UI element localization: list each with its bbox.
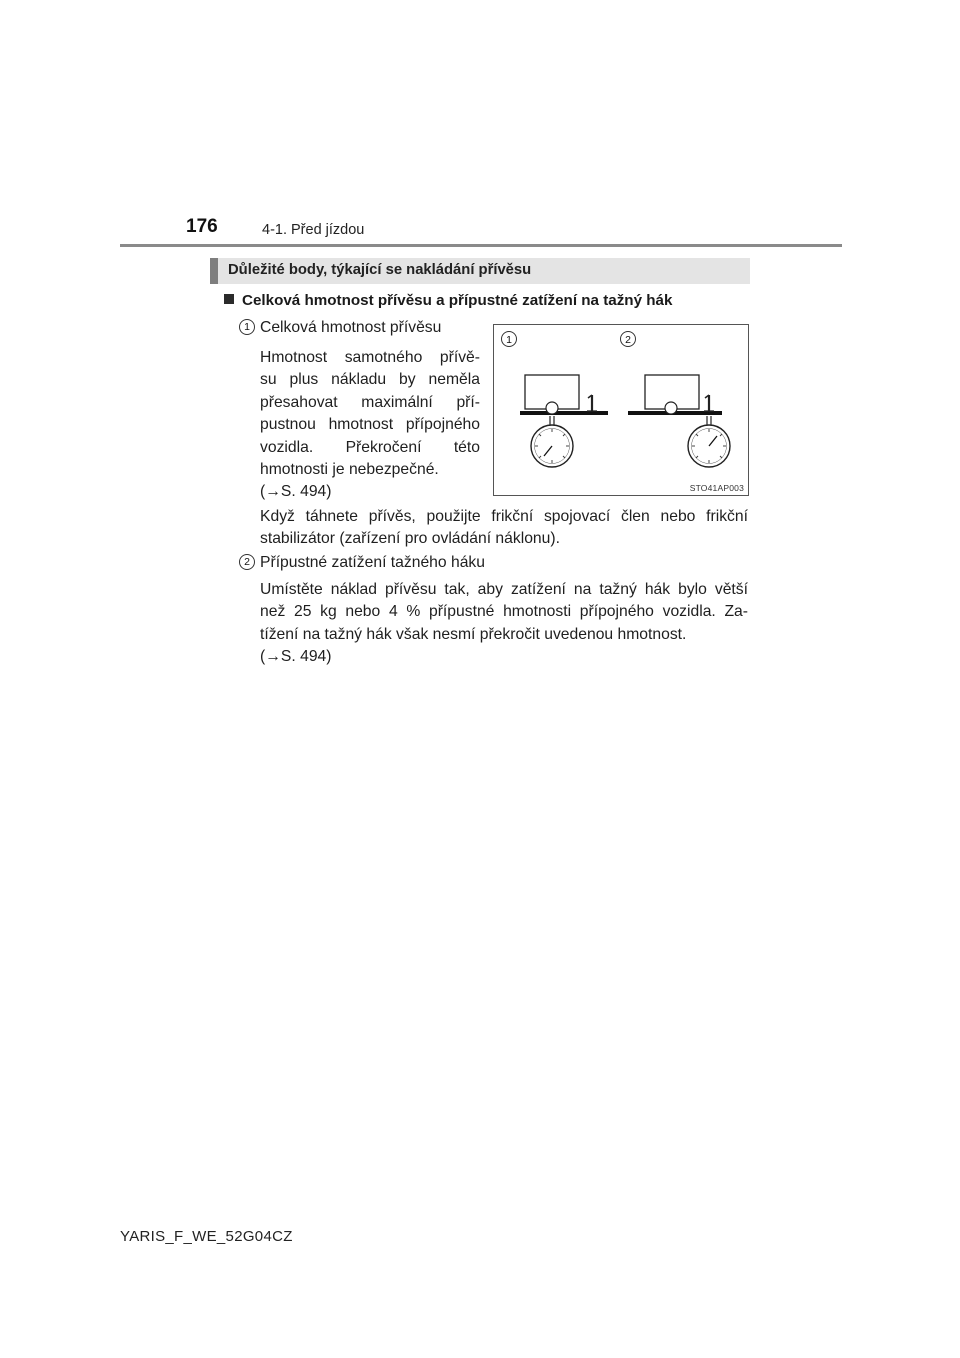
tongue-load-scale (628, 375, 730, 467)
item-number-1: 1 (239, 319, 255, 335)
subsection-heading-text: Celková hmotnost přívěsu a přípustné zatížení na tažný hák (242, 292, 673, 309)
svg-text:1: 1 (506, 334, 512, 346)
figure-code: STO41AP003 (689, 483, 744, 493)
item-2-line: tížení na tažný hák však nesmí překročit uvedenou hmotnost. (260, 625, 687, 643)
item-number-2: 2 (239, 554, 255, 570)
section-reference: 4-1. Před jízdou (262, 222, 365, 238)
item-1-line: su plus nákladu by neměla (260, 371, 480, 389)
figure-label-2 (621, 332, 636, 347)
item-1-title: Celková hmotnost přívěsu (260, 319, 442, 336)
page-reference: (→S. 494) (260, 483, 332, 501)
item-1-extra-line: Když táhnete přívěs, použijte frikční spojovací člen nebo frikční (260, 508, 748, 525)
trailer-weight-illustration (493, 324, 749, 496)
header-divider (120, 244, 842, 247)
page-reference: (→S. 494) (260, 648, 332, 666)
item-1-line: Hmotnost samotného přívě- (260, 349, 480, 366)
page-number: 176 (186, 216, 218, 237)
item-2-line: Umístěte náklad přívěsu tak, aby zatížení na tažný hák bylo větší (260, 581, 748, 598)
item-2-title: Přípustné zatížení tažného háku (260, 554, 486, 571)
item-1-line: přesahovat maximální pří- (260, 393, 480, 411)
trailer-scale-diagram (494, 325, 750, 497)
trailer-total-weight-scale (520, 375, 608, 467)
figure-label-1 (502, 332, 517, 347)
document-code: YARIS_F_WE_52G04CZ (120, 1228, 293, 1245)
item-1-line: vozidla. Překročení této (260, 438, 480, 456)
item-2-line: než 25 kg nebo 4 % přípustné hmotnosti přípojného vozidla. Za- (260, 603, 748, 621)
item-1-extra-line: stabilizátor (zařízení pro ovládání náklonu). (260, 530, 560, 548)
item-1-line: pustnou hmotnost přípojného (260, 416, 480, 434)
section-title: Důležité body, týkající se nakládání přívěsu (228, 262, 532, 278)
svg-text:2: 2 (625, 334, 631, 346)
subsection-heading (224, 292, 672, 309)
item-1-line: hmotnosti je nebezpečné. (260, 461, 439, 478)
section-title-box (210, 258, 750, 284)
square-bullet-icon (224, 294, 234, 304)
